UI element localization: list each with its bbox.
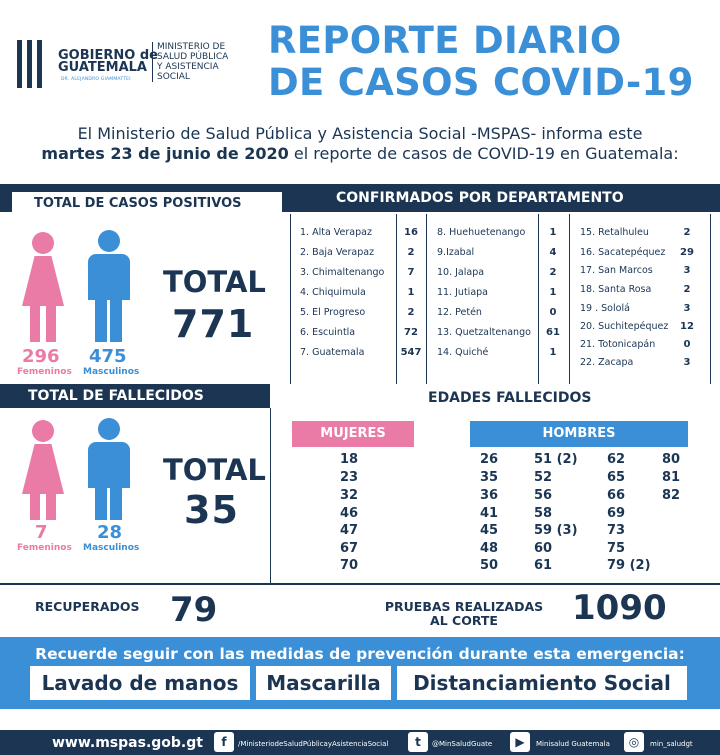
department-name: 7. Guatemala <box>300 347 365 358</box>
department-name: 16. Sacatepéquez <box>580 247 666 258</box>
women-age: 32 <box>340 488 359 503</box>
department-value: 7 <box>407 267 415 278</box>
men-age: 36 <box>480 488 499 503</box>
departments-table <box>290 214 720 384</box>
department-name: 9.Izabal <box>437 247 475 258</box>
men-age: 45 <box>480 523 499 538</box>
department-name: 21. Totonicapán <box>580 339 656 350</box>
deaths-heading: TOTAL DE FALLECIDOS <box>28 388 204 404</box>
women-age: 67 <box>340 541 359 556</box>
men-age: 65 <box>607 470 626 485</box>
positive-cases-heading: TOTAL DE CASOS POSITIVOS <box>34 196 242 211</box>
department-value: 2 <box>683 227 691 238</box>
men-age: 60 <box>534 541 553 556</box>
department-name: 6. Escuintla <box>300 327 356 338</box>
men-age: 62 <box>607 452 626 467</box>
women-age: 47 <box>340 523 359 538</box>
intro-text: El Ministerio de Salud Pública y Asistencia Social -MSPAS- informa este martes 23 de junio de 2020 el reporte de casos de COVID-19 en Guatemala: <box>41 124 679 163</box>
youtube-handle[interactable]: Minisalud Guatemala <box>536 740 610 748</box>
department-value: 2 <box>407 307 415 318</box>
department-name: 4. Chiquimula <box>300 287 366 298</box>
department-name: 11. Jutiapa <box>437 287 488 298</box>
twitter-handle[interactable]: @MinSaludGuate <box>432 740 493 748</box>
positive-total-value: 771 <box>172 302 255 346</box>
department-value: 1 <box>549 287 557 298</box>
men-age: 69 <box>607 506 626 521</box>
department-name: 12. Petén <box>437 307 482 318</box>
men-age: 66 <box>607 488 626 503</box>
department-value: 16 <box>404 227 418 238</box>
departments-heading: CONFIRMADOS POR DEPARTAMENTO <box>336 190 624 206</box>
logo-bar-1 <box>17 40 22 88</box>
department-column-1 <box>291 214 427 384</box>
logo-bar-2 <box>27 40 32 88</box>
department-name: 18. Santa Rosa <box>580 284 652 295</box>
positive-male-label: Masculinos <box>83 367 140 377</box>
department-value: 72 <box>404 327 418 338</box>
deaths-total-label: TOTAL <box>163 453 266 487</box>
men-age: 51 (2) <box>534 452 578 467</box>
men-age: 75 <box>607 541 626 556</box>
department-name: 8. Huehuetenango <box>437 227 526 238</box>
prevention-distancing: Distanciamiento Social <box>397 666 687 700</box>
men-age: 50 <box>480 558 499 573</box>
men-age: 80 <box>662 452 681 467</box>
department-value: 0 <box>683 339 691 350</box>
logo-bar-3 <box>37 40 42 88</box>
prevention-mask: Mascarilla <box>256 666 391 700</box>
department-column-3 <box>570 214 711 384</box>
department-column-2 <box>427 214 570 384</box>
department-value: 3 <box>683 265 691 276</box>
prevention-message: Recuerde seguir con las medidas de prevención durante esta emergencia: <box>35 645 685 663</box>
department-value: 3 <box>683 303 691 314</box>
department-value: 3 <box>683 357 691 368</box>
department-name: 17. San Marcos <box>580 265 653 276</box>
recovered-label: RECUPERADOS <box>35 599 140 614</box>
instagram-icon[interactable]: ◎ <box>624 732 644 752</box>
department-name: 19 . Sololá <box>580 303 630 314</box>
report-title: REPORTE DIARIO DE CASOS COVID-19 <box>268 19 694 104</box>
government-logo-text: GOBIERNO de GUATEMALA <box>58 48 158 75</box>
twitter-icon[interactable]: t <box>408 732 428 752</box>
men-age: 73 <box>607 523 626 538</box>
department-name: 5. El Progreso <box>300 307 366 318</box>
men-age: 48 <box>480 541 499 556</box>
department-value: 4 <box>549 247 557 258</box>
tests-value: 1090 <box>572 588 667 628</box>
department-name: 20. Suchitepéquez <box>580 321 669 332</box>
department-name: 15. Retalhuleu <box>580 227 649 238</box>
women-age: 46 <box>340 506 359 521</box>
department-value: 547 <box>400 347 422 358</box>
deaths-total-value: 35 <box>184 488 239 532</box>
men-age: 61 <box>534 558 553 573</box>
deaths-female-label: Femeninos <box>17 543 72 553</box>
ages-divider <box>270 408 271 583</box>
positive-female-count: 296 <box>22 346 60 367</box>
department-name: 13. Quetzaltenango <box>437 327 531 338</box>
department-value: 61 <box>546 327 560 338</box>
department-name: 3. Chimaltenango <box>300 267 385 278</box>
department-value: 12 <box>680 321 694 332</box>
instagram-handle[interactable]: min_saludgt <box>650 740 693 748</box>
department-name: 2. Baja Verapaz <box>300 247 375 258</box>
men-age: 82 <box>662 488 681 503</box>
men-age: 58 <box>534 506 553 521</box>
positive-total-label: TOTAL <box>163 265 266 299</box>
tests-label: PRUEBAS REALIZADAS AL CORTE <box>384 599 544 628</box>
women-age: 18 <box>340 452 359 467</box>
men-age: 81 <box>662 470 681 485</box>
men-age: 79 (2) <box>607 558 651 573</box>
women-ages-header: MUJERES <box>292 421 414 447</box>
deaths-female-count: 7 <box>35 522 48 543</box>
men-age: 35 <box>480 470 499 485</box>
divider-top <box>0 583 720 585</box>
department-value: 2 <box>407 247 415 258</box>
youtube-icon[interactable]: ▶ <box>510 732 530 752</box>
website-link[interactable]: www.mspas.gob.gt <box>52 735 203 751</box>
department-name: 10. Jalapa <box>437 267 485 278</box>
department-name: 1. Alta Verapaz <box>300 227 372 238</box>
women-age: 70 <box>340 558 359 573</box>
report-date: martes 23 de junio de 2020 <box>41 144 289 163</box>
facebook-icon[interactable]: f <box>214 732 234 752</box>
department-value: 2 <box>549 267 557 278</box>
department-name: 14. Quiché <box>437 347 489 358</box>
department-value: 29 <box>680 247 694 258</box>
men-age: 26 <box>480 452 499 467</box>
department-value: 1 <box>549 347 557 358</box>
department-value: 0 <box>549 307 557 318</box>
women-age: 23 <box>340 470 359 485</box>
ministry-name: MINISTERIO DE SALUD PÚBLICA Y ASISTENCIA SOCIAL <box>152 42 252 82</box>
government-logo-subtitle: DR. ALEJANDRO GIAMMATTEI <box>61 77 131 82</box>
men-age: 52 <box>534 470 553 485</box>
men-ages-header: HOMBRES <box>470 421 688 447</box>
positive-male-count: 475 <box>89 346 127 367</box>
men-age: 59 (3) <box>534 523 578 538</box>
department-value: 1 <box>407 287 415 298</box>
department-name: 22. Zacapa <box>580 357 634 368</box>
men-age: 41 <box>480 506 499 521</box>
facebook-handle[interactable]: /MinisteriodeSaludPúblicayAsistenciaSocial <box>238 740 389 748</box>
deaths-male-count: 28 <box>97 522 123 543</box>
deaths-male-label: Masculinos <box>83 543 140 553</box>
prevention-handwashing: Lavado de manos <box>30 666 250 700</box>
positive-female-label: Femeninos <box>17 367 72 377</box>
department-value: 1 <box>549 227 557 238</box>
department-value: 2 <box>683 284 691 295</box>
ages-heading: EDADES FALLECIDOS <box>428 390 592 406</box>
men-age: 56 <box>534 488 553 503</box>
recovered-value: 79 <box>170 590 218 630</box>
